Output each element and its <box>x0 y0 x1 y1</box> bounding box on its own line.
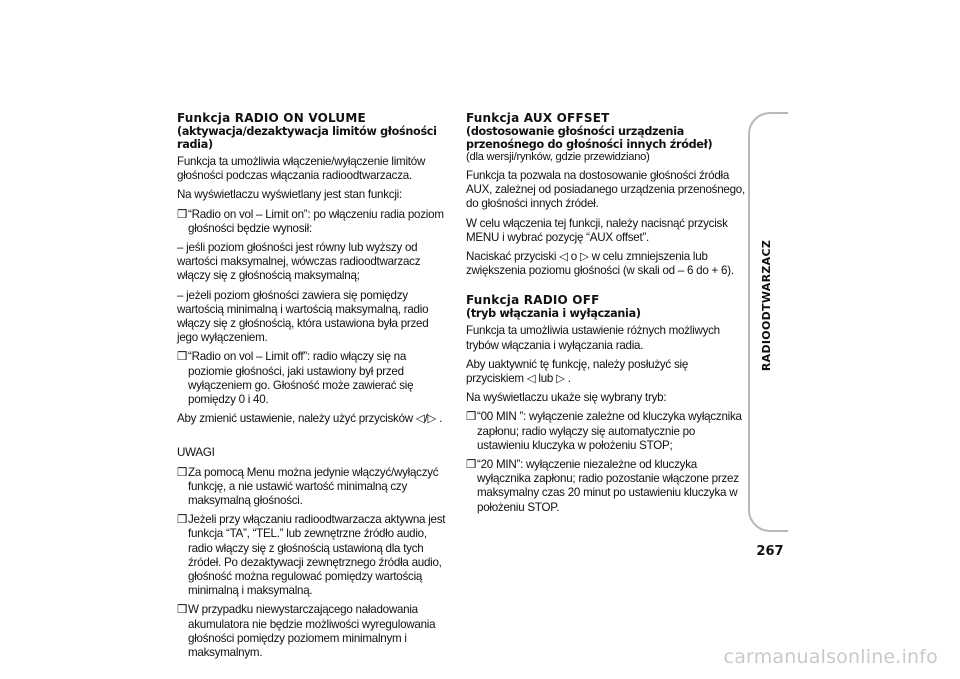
bullet-marker: ❒ <box>177 350 188 364</box>
section-title-radio-off: Funkcja RADIO OFF <box>466 293 600 308</box>
paragraph: Aby zmienić ustawienie, należy użyć przycisków ◁/▷ . <box>177 412 443 426</box>
bullet-text: “Radio on vol – Limit off”: radio włączy się na poziomie głośności, jaki ustawiony był przed wyłączeniem go. Głośność może zawierać się pomiędzy 0 i 40. <box>188 350 414 407</box>
note-text: W przypadku niewystarczającego naładowania akumulatora nie będzie możliwości wyregulowania głośności pomiędzy poziomem minimalnym i maksymalnym. <box>188 603 436 660</box>
paragraph: Funkcja ta pozwala na dostosowanie głośności źródła AUX, zależnej od posiadanego urządzenia przenośnego, do głośności innych źródeł. <box>466 169 745 211</box>
bullet-text: “20 MIN”: wyłączenie niezależne od kluczyka wyłącznika zapłonu; radio pozostanie włączone przez maksymalny czas 20 minut po ustawieniu kluczyka w położeniu STOP. <box>477 458 739 514</box>
section-title-radio-on-volume: Funkcja RADIO ON VOLUME <box>177 111 366 125</box>
left-column <box>177 112 451 665</box>
section-title-aux-offset: Funkcja AUX OFFSET <box>466 111 610 125</box>
paragraph: Funkcja ta umożliwia ustawienie różnych możliwych trybów włączania i wyłączania radia. <box>466 324 720 352</box>
dash-paragraph: – jeżeli poziom głośności zawiera się pomiędzy wartością minimalną i wartością maksymalną, radio włączy się z głośnością, która ustawiona była przed jego wyłączeniem. <box>177 288 429 345</box>
note-text: Jeżeli przy włączaniu radioodtwarzacza aktywna jest funkcja “TA”, “TEL.” lub zewnętrzne źródło audio, radio włączy się z głośnością ustawioną dla tych źródeł. Po dezaktywacji zewnętrznego źródła audio, głośność można regulować pomiędzy wartością minimalną i maksymalną. <box>188 513 446 598</box>
spacer <box>177 431 451 446</box>
paragraph: Na wyświetlaczu ukaże się wybrany tryb: <box>466 391 667 405</box>
paragraph: W celu włączenia tej funkcji, należy nacisnąć przycisk MENU i wybrać pozycję “AUX offset”. <box>466 216 728 244</box>
bullet-marker: ❒ <box>177 513 188 527</box>
notes-heading: UWAGI <box>177 446 215 460</box>
bullet-marker: ❒ <box>177 465 188 479</box>
bullet-marker: ❒ <box>466 458 477 472</box>
bullet-item <box>466 458 748 515</box>
dash-paragraph: – jeśli poziom głośności jest równy lub wyższy od wartości maksymalnej, wówczas radioodtwarzacz włączy się z głośnością maksymalną; <box>177 241 421 283</box>
section-subtitle-radio-off: (tryb włączania i wyłączania) <box>466 307 641 321</box>
right-column <box>466 112 748 520</box>
bullet-marker: ❒ <box>177 603 188 617</box>
bullet-text: “00 MIN ”: wyłączenie zależne od kluczyka wyłącznika zapłonu; radio wyłączy się automatycznie po ustawieniu kluczyka w położeniu STOP; <box>477 410 742 452</box>
bullet-marker: ❒ <box>466 410 477 424</box>
paragraph: Na wyświetlaczu wyświetlany jest stan funkcji: <box>177 188 402 202</box>
watermark: carmanualsonline.info <box>723 646 938 668</box>
paragraph: Funkcja ta umożliwia włączenie/wyłączenie limitów głośności podczas włączania radioodtwarzacza. <box>177 155 426 183</box>
section-subtitle-aux-offset: (dostosowanie głośności urządzenia przenośnego do głośności innych źródeł) <box>466 125 713 151</box>
note-item <box>177 513 451 598</box>
bullet-item <box>466 410 748 453</box>
note-item <box>177 603 451 660</box>
chapter-title: RADIOODTWARZACZ <box>760 239 774 371</box>
paragraph: Aby uaktywnić tę funkcję, należy posłużyć się przyciskiem ◁ lub ▷ . <box>466 357 689 386</box>
note-text: Za pomocą Menu można jedynie włączyć/wyłączyć funkcję, a nie ustawić wartość minimalną czy maksymalną głośności. <box>188 465 439 508</box>
version-note: (dla wersji/rynków, gdzie przewidziano) <box>466 151 650 163</box>
page-number: 267 <box>756 544 784 559</box>
chapter-tab-label <box>752 239 782 371</box>
bullet-item <box>177 350 451 407</box>
bullet-item <box>177 208 451 236</box>
bullet-text: “Radio on vol – Limit on”: po włączeniu radia poziom głośności będzie wynosił: <box>188 207 444 235</box>
bullet-marker: ❒ <box>177 207 188 221</box>
paragraph: Naciskać przyciski ◁ o ▷ w celu zmniejszenia lub zwiększenia poziomu głośności (w skali od – 6 do + 6). <box>466 250 734 278</box>
note-item <box>177 466 451 509</box>
section-subtitle-radio-on-volume: (aktywacja/dezaktywacja limitów głośności radia) <box>177 125 437 151</box>
